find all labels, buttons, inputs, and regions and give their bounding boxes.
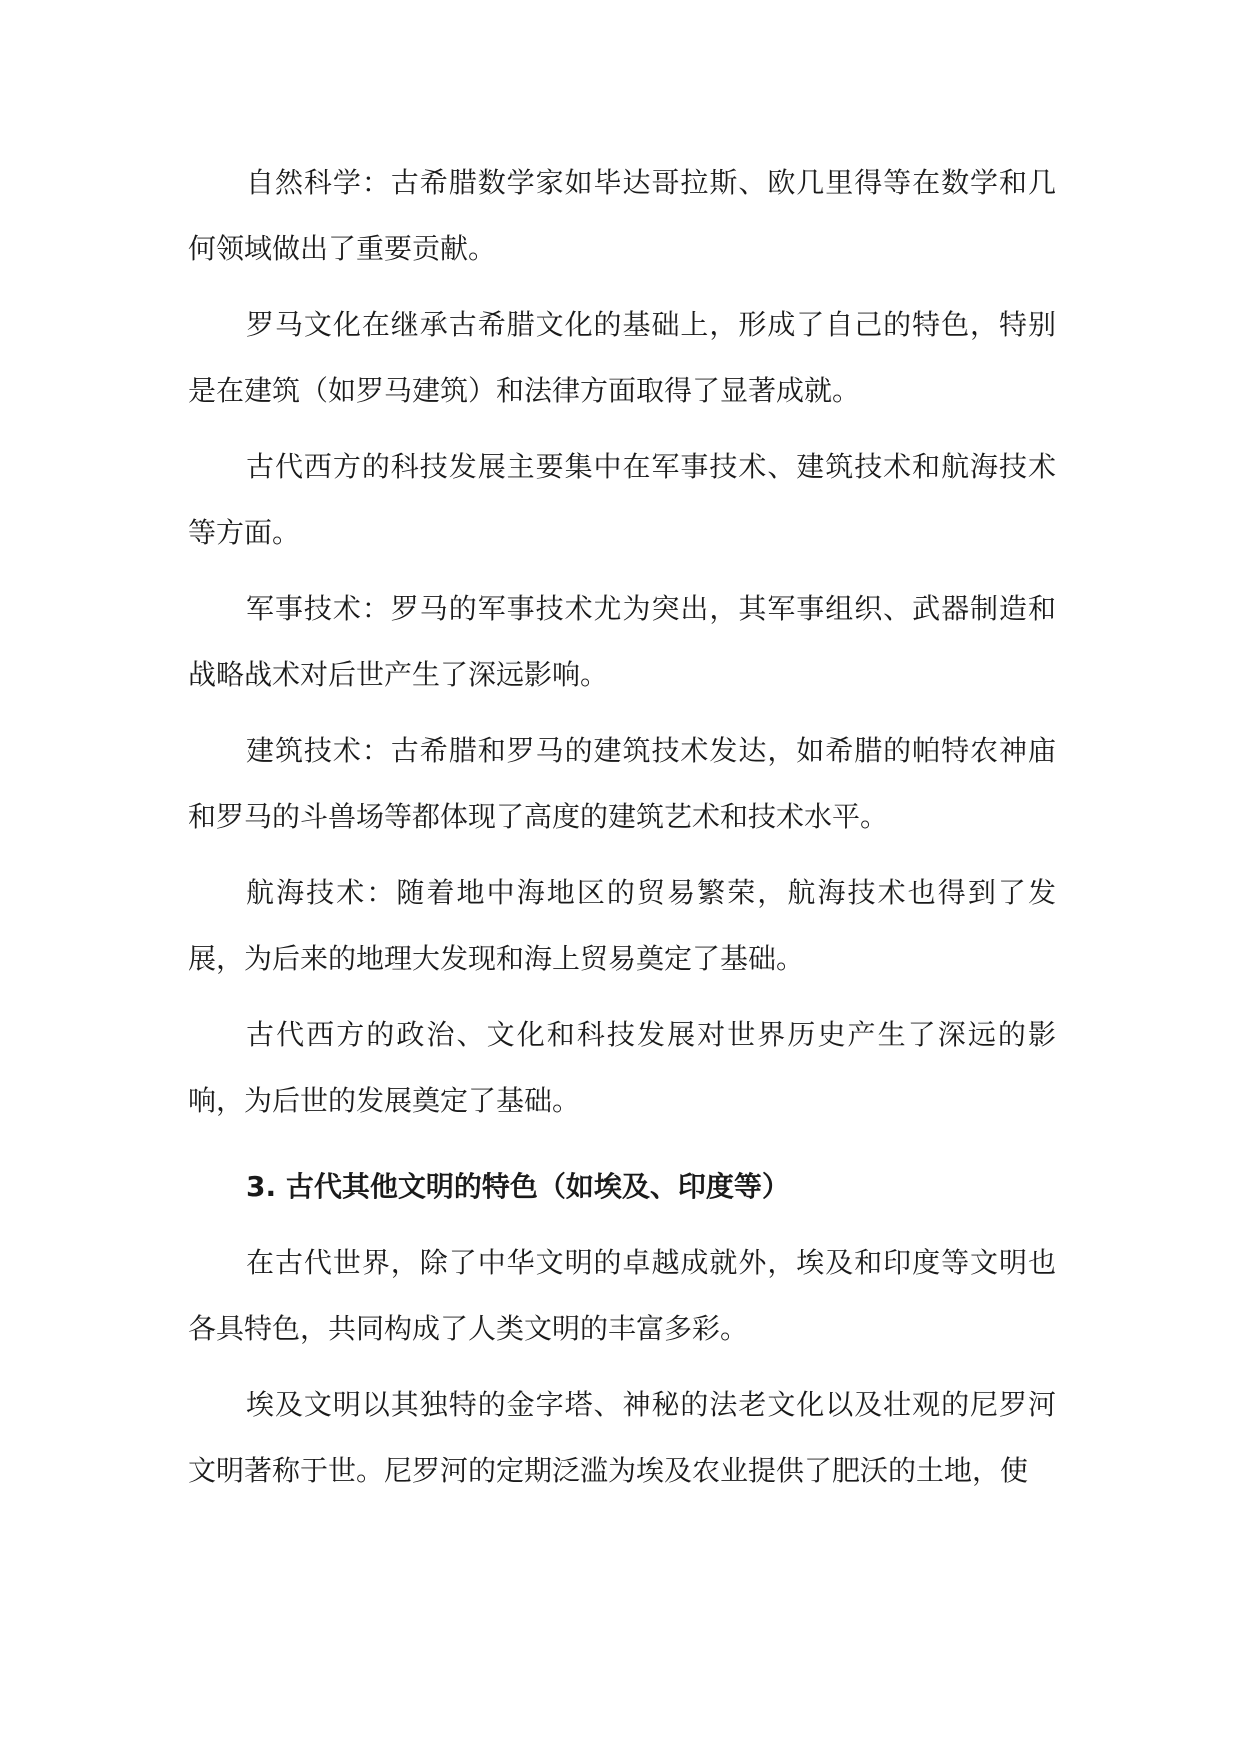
paragraph-architecture-tech: 建筑技术：古希腊和罗马的建筑技术发达，如希腊的帕特农神庙和罗马的斗兽场等都体现了高度的建筑艺术和技术水平。 [188,734,1056,833]
section-heading: 3. 古代其他文明的特色（如埃及、印度等） [246,1170,790,1203]
paragraph-western-tech: 古代西方的科技发展主要集中在军事技术、建筑技术和航海技术等方面。 [188,450,1056,549]
paragraph-navigation-tech: 航海技术：随着地中海地区的贸易繁荣，航海技术也得到了发展，为后来的地理大发现和海上贸易奠定了基础。 [188,876,1056,975]
paragraph-natural-science: 自然科学：古希腊数学家如毕达哥拉斯、欧几里得等在数学和几何领域做出了重要贡献。 [188,166,1056,265]
paragraph-egypt-civilization: 埃及文明以其独特的金字塔、神秘的法老文化以及壮观的尼罗河文明著称于世。尼罗河的定期泛滥为埃及农业提供了肥沃的土地，使 [188,1388,1056,1487]
document-body [188,150,1056,1514]
paragraph-military-tech: 军事技术：罗马的军事技术尤为突出，其军事组织、武器制造和战略战术对后世产生了深远影响。 [188,592,1056,691]
paragraph-roman-culture: 罗马文化在继承古希腊文化的基础上，形成了自己的特色，特别是在建筑（如罗马建筑）和法律方面取得了显著成就。 [188,308,1056,407]
paragraph-western-influence: 古代西方的政治、文化和科技发展对世界历史产生了深远的影响，为后世的发展奠定了基础。 [188,1018,1056,1117]
paragraph-other-civilizations: 在古代世界，除了中华文明的卓越成就外，埃及和印度等文明也各具特色，共同构成了人类文明的丰富多彩。 [188,1246,1056,1345]
